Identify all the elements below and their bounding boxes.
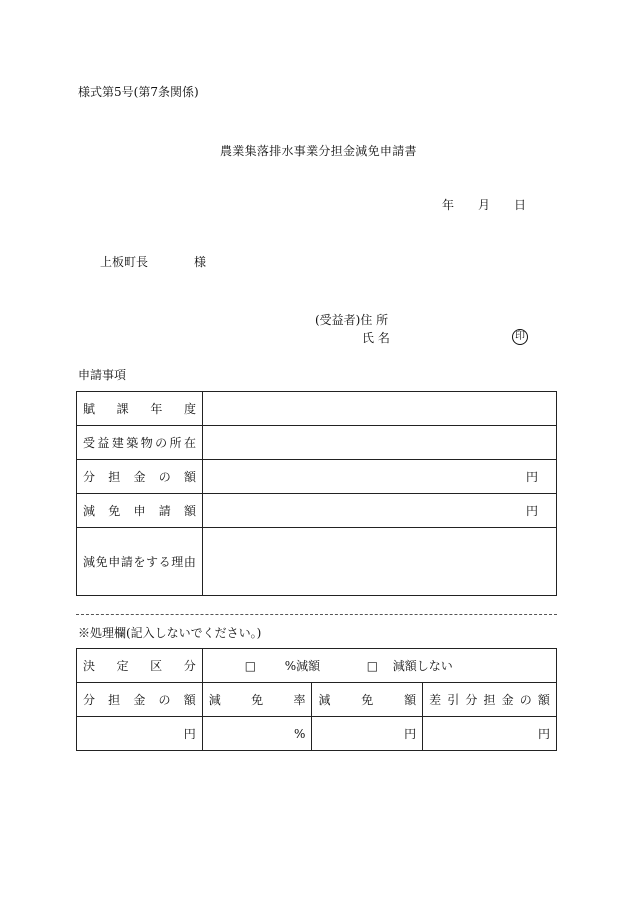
label-char: 差	[429, 693, 442, 707]
label-char: 免	[251, 693, 264, 707]
label-char: 減	[318, 693, 331, 707]
header-reduction-rate	[202, 683, 312, 717]
label-char: 請	[120, 555, 133, 569]
date-day-label: 日	[514, 198, 527, 212]
label-char: 在	[183, 436, 196, 450]
building-location-label	[77, 426, 203, 460]
spread-label	[83, 468, 196, 485]
spread-label	[83, 553, 196, 570]
table-row	[77, 683, 557, 717]
processing-section-label: ※処理欄(記入しないでください。)	[78, 626, 262, 640]
label-char: 担	[108, 693, 121, 707]
table-row	[77, 649, 557, 683]
label-char: 金	[501, 693, 514, 707]
date-month-label: 月	[478, 198, 491, 212]
label-char: 理	[171, 555, 184, 569]
label-char: 額	[183, 693, 196, 707]
label-char: 年	[150, 402, 163, 416]
decision-options	[202, 649, 556, 683]
label-char: 申	[108, 555, 121, 569]
label-char: 区	[150, 659, 163, 673]
table-row	[77, 392, 557, 426]
label-char: 金	[133, 470, 146, 484]
reduction-amount-value-field[interactable]: 円	[312, 717, 423, 751]
spread-label	[83, 691, 196, 708]
applicant-address-label: (受益者)住 所	[315, 313, 389, 327]
label-char: 減	[208, 693, 221, 707]
label-char: 金	[133, 693, 146, 707]
spread-label	[318, 691, 416, 708]
label-char: 免	[95, 555, 108, 569]
label-char: 率	[293, 693, 306, 707]
label-char: 額	[537, 693, 550, 707]
label-char: 額	[183, 470, 196, 484]
reduce-option-label: %減額	[284, 659, 321, 673]
label-char: 減	[83, 555, 96, 569]
header-contribution	[77, 683, 203, 717]
contribution-amount-label	[77, 460, 203, 494]
date-year-label: 年	[442, 198, 455, 212]
label-char: 担	[483, 693, 496, 707]
spread-label	[83, 502, 196, 519]
application-table	[76, 391, 557, 596]
header-reduction-amount	[312, 683, 423, 717]
contribution-amount-field[interactable]: 円	[203, 460, 557, 494]
reduction-rate-field[interactable]: %	[202, 717, 312, 751]
label-char: 額	[404, 693, 417, 707]
document-title: 農業集落排水事業分担金減免申請書	[220, 144, 417, 158]
label-char: 申	[133, 504, 146, 518]
label-char: 所	[169, 436, 182, 450]
spread-label	[83, 400, 196, 417]
reduction-reason-field[interactable]	[203, 528, 557, 596]
date-line	[442, 199, 526, 211]
label-char: す	[146, 555, 159, 569]
label-char: 引	[447, 693, 460, 707]
reduction-reason-label	[77, 528, 203, 596]
reduction-amount-field[interactable]: 円	[203, 494, 557, 528]
spread-label	[209, 691, 306, 708]
label-char: 分	[83, 693, 96, 707]
label-char: 分	[83, 470, 96, 484]
label-char: 定	[116, 659, 129, 673]
dashed-divider	[76, 614, 557, 615]
table-row	[77, 528, 557, 596]
seal-mark: 印	[512, 329, 528, 345]
label-char: の	[519, 693, 532, 707]
table-row	[77, 460, 557, 494]
label-char: を	[133, 555, 146, 569]
label-char: 築	[126, 436, 139, 450]
fiscal-year-field[interactable]	[203, 392, 557, 426]
label-char: の	[158, 470, 171, 484]
spread-label	[83, 434, 196, 451]
form-number: 様式第5号(第7条関係)	[78, 85, 199, 99]
table-row	[77, 426, 557, 460]
label-char: 請	[158, 504, 171, 518]
label-char: 受	[83, 436, 96, 450]
label-char: 賦	[83, 402, 96, 416]
label-char: 益	[97, 436, 110, 450]
processing-table	[76, 648, 557, 751]
label-char: 課	[116, 402, 129, 416]
table-row	[77, 717, 557, 751]
contribution-value-field[interactable]: 円	[77, 717, 203, 751]
label-char: る	[158, 555, 171, 569]
no-reduce-checkbox[interactable]: □	[366, 659, 379, 673]
label-char: の	[158, 693, 171, 707]
spread-label	[83, 657, 196, 674]
no-reduce-option-label: 減額しない	[392, 659, 453, 673]
label-char: 分	[183, 659, 196, 673]
label-char: 物	[140, 436, 153, 450]
header-net-contribution	[423, 683, 557, 717]
label-char: 度	[183, 402, 196, 416]
addressee	[100, 256, 206, 268]
reduce-checkbox[interactable]: □	[244, 659, 257, 673]
addressee-name: 上板町長	[100, 255, 149, 269]
label-char: 建	[111, 436, 124, 450]
spread-label	[429, 691, 550, 708]
net-contribution-field[interactable]: 円	[423, 717, 557, 751]
application-section-label: 申請事項	[78, 368, 127, 382]
decision-label	[77, 649, 203, 683]
label-char: 担	[108, 470, 121, 484]
label-char: 減	[83, 504, 96, 518]
label-char: 額	[183, 504, 196, 518]
fiscal-year-label	[77, 392, 203, 426]
label-char: 由	[183, 555, 196, 569]
applicant-name-label: 氏 名	[362, 331, 390, 345]
label-char: 免	[108, 504, 121, 518]
label-char: 分	[465, 693, 478, 707]
label-char: 免	[361, 693, 374, 707]
addressee-honorific: 様	[194, 255, 207, 269]
building-location-field[interactable]	[203, 426, 557, 460]
table-row	[77, 494, 557, 528]
reduction-amount-label	[77, 494, 203, 528]
label-char: 決	[83, 659, 96, 673]
label-char: の	[155, 436, 168, 450]
